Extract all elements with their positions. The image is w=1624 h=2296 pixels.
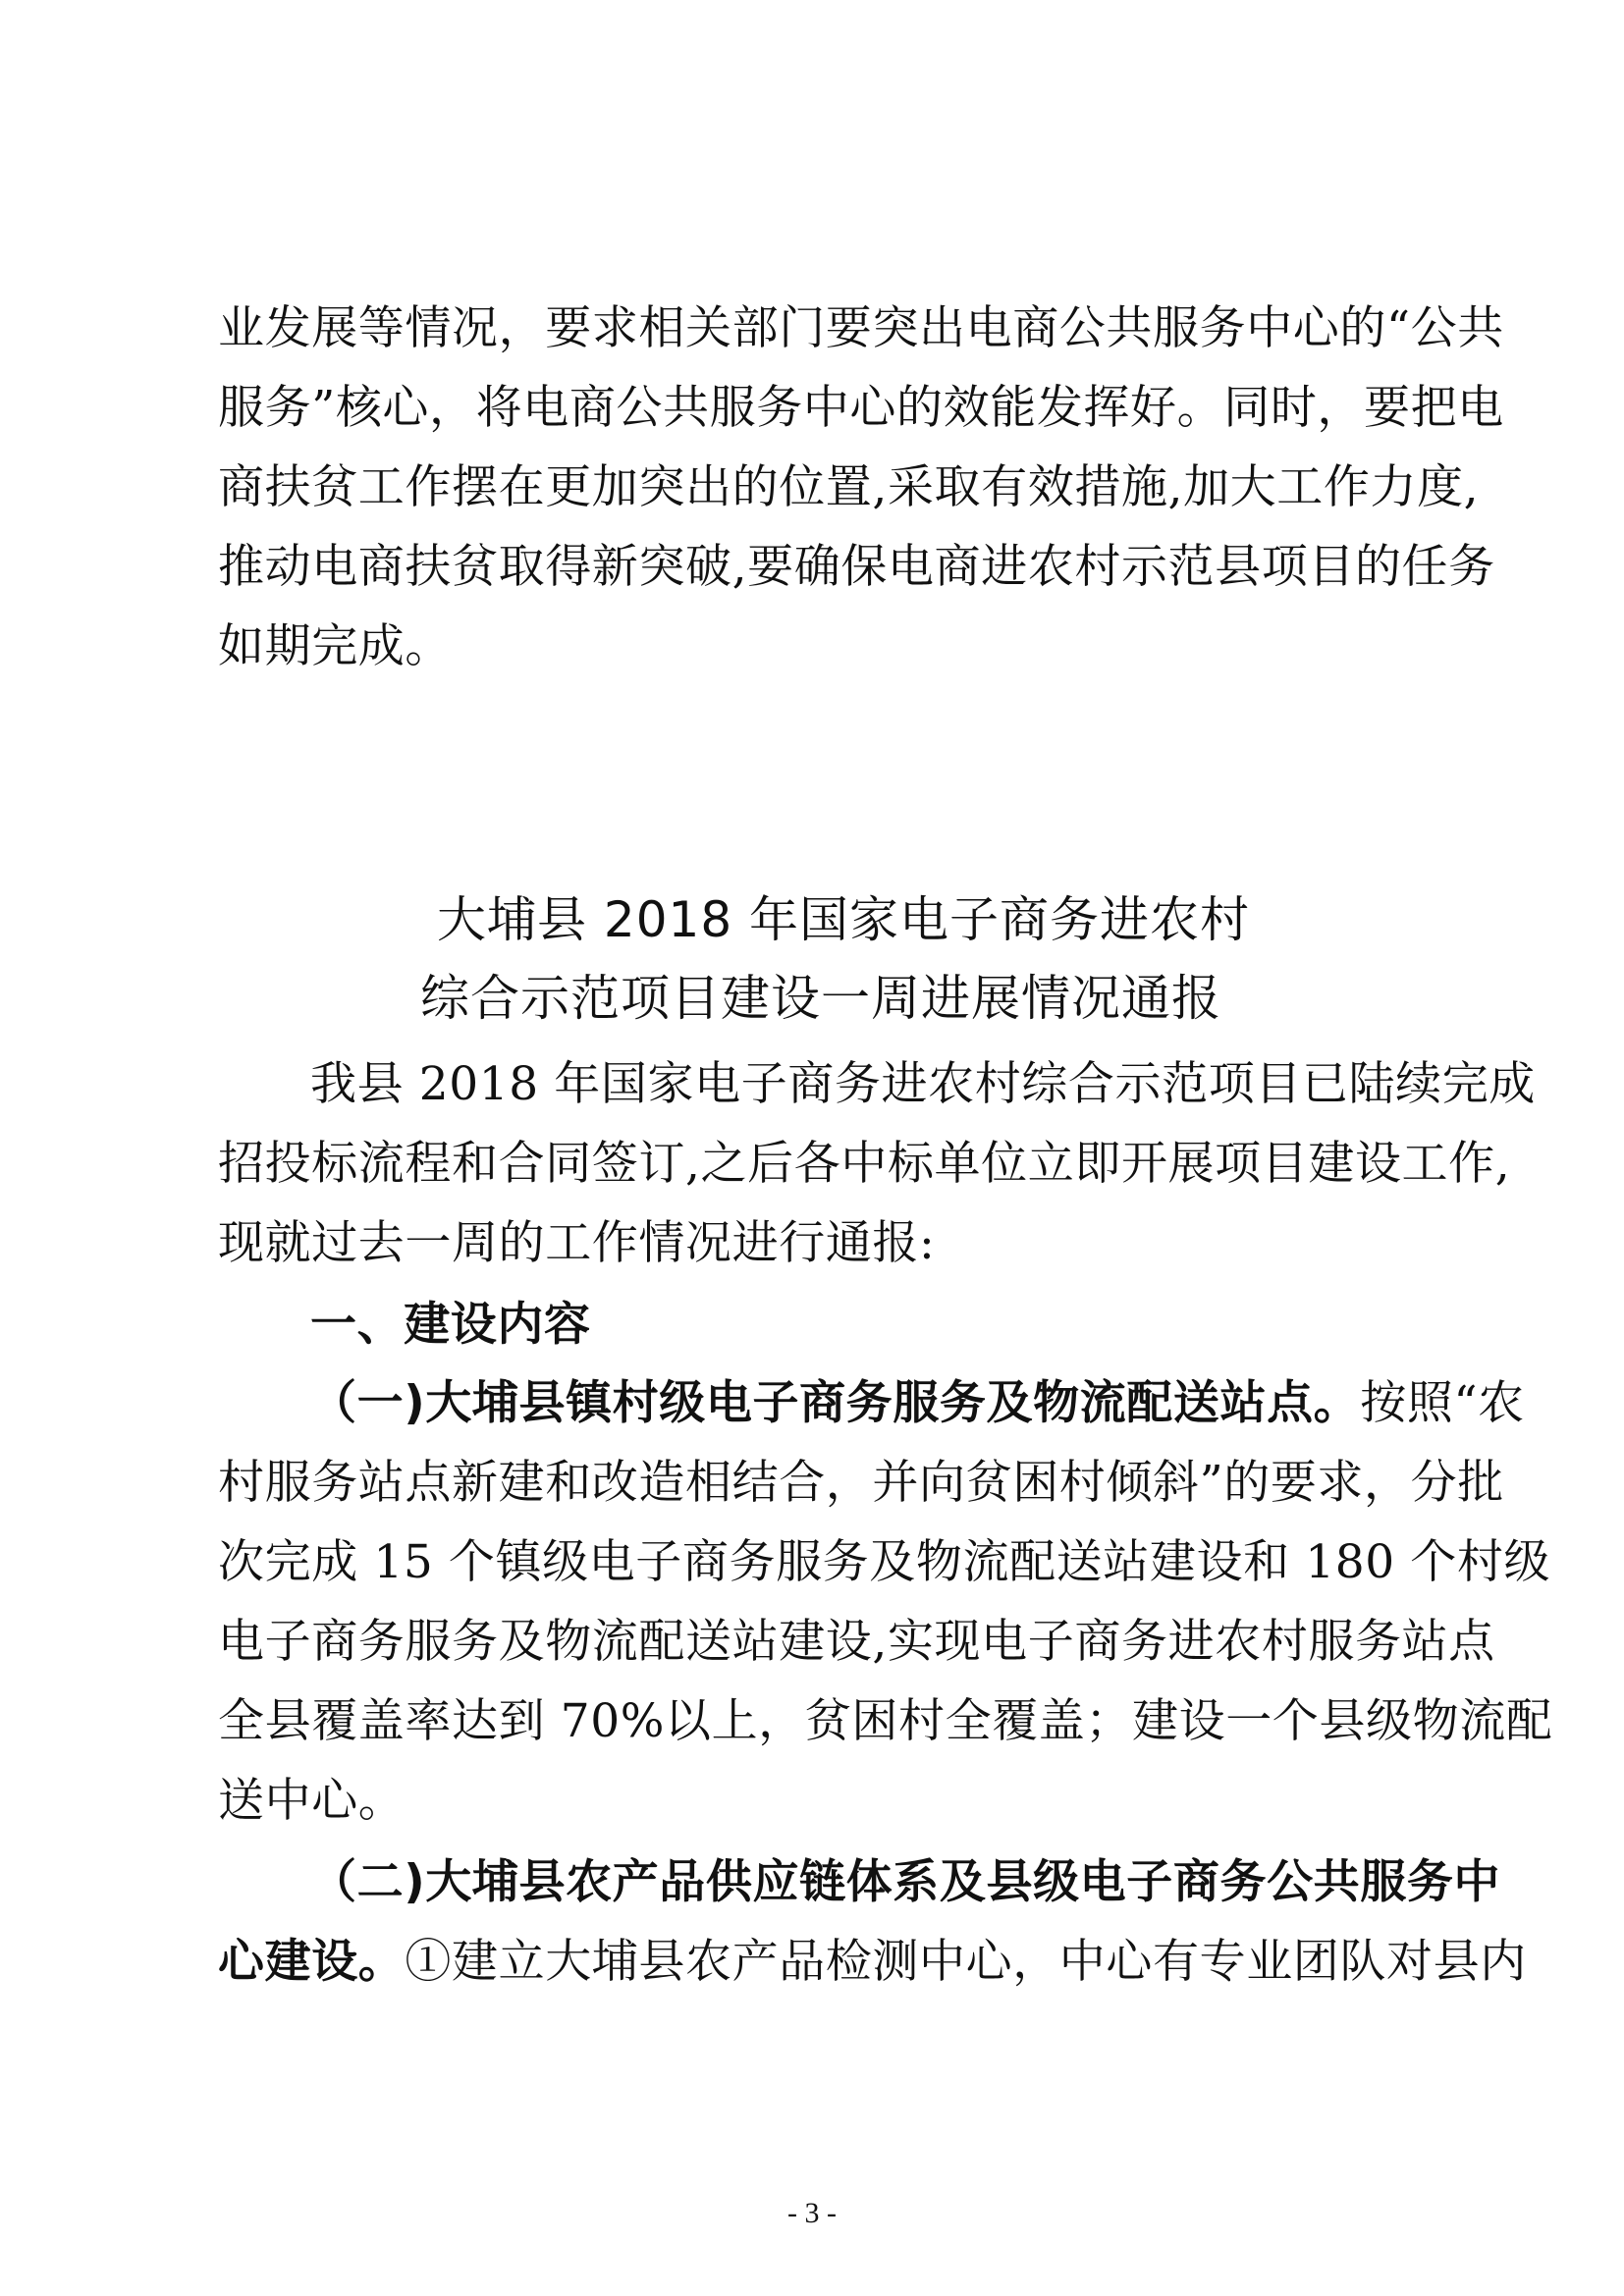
item-1-first-line-rest: 按照“农 [1360,1376,1525,1430]
item-2-bold-tail: 心建设。 [218,1935,406,1989]
intro-line: 服务”核心，将电商公共服务中心的效能发挥好。同时，要把电 [218,381,1504,435]
item-1-line: 次完成 15 个镇级电子商务服务及物流配送站建设和 180 个村级 [218,1535,1551,1589]
item-1-bold-lead: （一)大埔县镇村级电子商务服务及物流配送站点。 [310,1376,1361,1430]
intro-line: 商扶贫工作摆在更加突出的位置,采取有效措施,加大工作力度, [218,460,1480,514]
opening-line: 招投标流程和合同签订,之后各中标单位立即开展项目建设工作, [218,1137,1511,1191]
opening-line: 现就过去一周的工作情况进行通报: [218,1216,936,1270]
opening-line: 我县 2018 年国家电子商务进农村综合示范项目已陆续完成 [310,1057,1536,1111]
report-title-line-2: 综合示范项目建设一周进展情况通报 [420,970,1221,1027]
page-number: - 3 - [787,2197,837,2229]
intro-line: 如期完成。 [218,619,452,673]
intro-line: 推动电商扶贫取得新突破,要确保电商进农村示范县项目的任务 [218,540,1495,594]
item-2-second-line [218,1933,1527,1992]
intro-line: 业发展等情况，要求相关部门要突出电商公共服务中心的“公共 [218,301,1504,355]
section-heading: 一、建设内容 [310,1298,591,1352]
item-1-first-line [310,1374,1525,1433]
report-title-line-1: 大埔县 2018 年国家电子商务进农村 [437,891,1251,948]
item-1-line: 送中心。 [218,1774,406,1828]
item-2-bold-line: （二)大埔县农产品供应链体系及县级电子商务公共服务中 [310,1855,1501,1909]
item-2-second-line-rest: ①建立大埔县农产品检测中心，中心有专业团队对县内 [405,1935,1527,1989]
item-1-line: 电子商务服务及物流配送站建设,实现电子商务进农村服务站点 [218,1615,1495,1669]
item-1-line: 全县覆盖率达到 70%以上，贫困村全覆盖；建设一个县级物流配 [218,1694,1553,1748]
item-1-line: 村服务站点新建和改造相结合，并向贫困村倾斜”的要求，分批 [218,1456,1504,1510]
